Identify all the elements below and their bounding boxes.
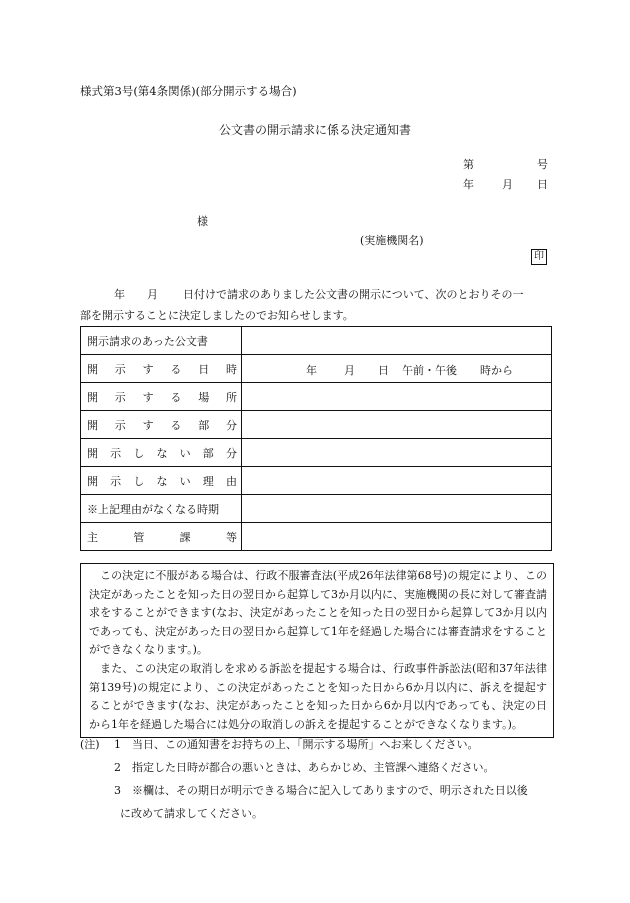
body-line-2: 部を開示することに決定しましたのでお知らせします。	[80, 309, 354, 322]
date-day: 日	[537, 178, 548, 191]
label-char: し	[133, 446, 145, 460]
disclosure-table	[80, 326, 552, 551]
table-row	[81, 383, 552, 411]
label-char: す	[142, 418, 154, 432]
body-month: 月	[147, 288, 158, 301]
label-char: 課	[179, 530, 191, 544]
label-char: 等	[225, 530, 237, 544]
label-char: 開	[87, 474, 98, 488]
body-year: 年	[114, 288, 125, 301]
schedule-day: 日	[378, 364, 389, 377]
note-item	[80, 756, 550, 779]
note-text: ※欄は、その期日が明示できる場合に記入してありますので、明示された日以後	[132, 784, 528, 797]
agency-name: (実施機関名)	[360, 234, 424, 247]
table-row	[81, 439, 552, 467]
row-value-field[interactable]	[242, 495, 552, 523]
row-label: ※上記理由がなくなる時期	[81, 495, 242, 523]
note-number: 1	[114, 738, 121, 751]
label-char: 示	[114, 418, 126, 432]
row-value-field[interactable]	[242, 523, 552, 551]
table-row	[81, 355, 552, 383]
label-char: す	[142, 390, 154, 404]
label-char: る	[170, 362, 182, 376]
label-char: 開	[87, 362, 98, 376]
notes-lead: (注)	[80, 738, 100, 751]
row-value-field[interactable]	[242, 439, 552, 467]
document-title: 公文書の開示請求に係る決定通知書	[218, 123, 411, 137]
doc-number-prefix: 第	[463, 158, 474, 171]
label-char: 示	[114, 362, 126, 376]
label-char: 示	[110, 446, 122, 460]
note-text-continuation: に改めて請求してください。	[120, 807, 263, 820]
row-value-field[interactable]	[242, 327, 552, 355]
note-item	[80, 733, 550, 756]
form-label: 様式第3号(第4条関係)(部分開示する場合)	[80, 84, 297, 98]
label-char: し	[133, 474, 145, 488]
label-char: 場	[198, 390, 210, 404]
label-char: す	[142, 362, 154, 376]
table-row	[81, 523, 552, 551]
schedule-year: 年	[306, 364, 317, 377]
label-char: る	[170, 418, 182, 432]
label-char: 理	[202, 474, 214, 488]
body-rest: 日付けで請求のありました公文書の開示について、次のとおりその一	[183, 288, 524, 301]
row-label	[81, 523, 242, 551]
appeal-notice-box	[80, 563, 554, 738]
row-value-field[interactable]	[242, 467, 552, 495]
label-char: い	[179, 446, 191, 460]
row-label	[81, 383, 242, 411]
row-label	[81, 467, 242, 495]
label-char: 分	[225, 446, 237, 460]
label-char: い	[179, 474, 191, 488]
note-item	[80, 779, 550, 825]
label-char: 日	[198, 362, 210, 376]
label-char: 示	[114, 390, 126, 404]
addressee-honorific: 様	[197, 215, 208, 228]
row-label	[81, 355, 242, 383]
date-year: 年	[463, 178, 474, 191]
seal-box: 印	[531, 249, 547, 265]
note-text: 当日、この通知書をお持ちの上、「開示する場所」へお来しください。	[132, 738, 479, 751]
label-char: 時	[225, 362, 237, 376]
row-label: 開示請求のあった公文書	[81, 327, 242, 355]
notes-section	[80, 733, 550, 825]
table-row	[81, 411, 552, 439]
label-char: 部	[198, 418, 210, 432]
note-number: 3	[114, 784, 121, 797]
label-char: な	[156, 446, 168, 460]
row-label	[81, 439, 242, 467]
row-value-field[interactable]	[242, 411, 552, 439]
label-char: 分	[225, 418, 237, 432]
label-char: 開	[87, 390, 98, 404]
appeal-notice-paragraph: この決定に不服がある場合は、行政不服審査法(平成26年法律第68号)の規定により、この決定があったことを知った日の翌日から起算して3か月以内に、実施機関の長に対して審査請求をすることができます(なお、決定があったことを知った日の翌日から起算して3か月以内であっても、決定があった日の翌日から起算して1年を経過した場合には審査請求をすることができなくなります。)。	[89, 569, 547, 657]
label-char: 部	[202, 446, 214, 460]
row-value-field[interactable]	[242, 383, 552, 411]
label-char: 由	[225, 474, 237, 488]
schedule-from: 時から	[480, 364, 513, 377]
table-row	[81, 327, 552, 355]
label-char: 所	[225, 390, 237, 404]
label-char: 管	[133, 530, 145, 544]
lawsuit-notice-paragraph: また、この決定の取消しを求める訴訟を提起する場合は、行政事件訴訟法(昭和37年法律第139号)の規定により、この決定があったことを知った日から6か月以内に、訴えを提起することができます(なお、決定があったことを知った日から6か月以内であっても、決定の日から1年を経過した場合には処分の取消しの訴えを提起することができなくなります。)。	[89, 661, 547, 731]
schedule-field[interactable]	[242, 355, 552, 383]
schedule-ampm: 午前・午後	[402, 364, 457, 377]
schedule-month: 月	[344, 364, 355, 377]
note-number: 2	[114, 761, 121, 774]
label-char: 開	[87, 446, 98, 460]
table-row	[81, 495, 552, 523]
table-row	[81, 467, 552, 495]
row-label	[81, 411, 242, 439]
label-char: る	[170, 390, 182, 404]
date-month: 月	[502, 178, 513, 191]
label-char: 示	[110, 474, 122, 488]
label-char: な	[156, 474, 168, 488]
label-char: 開	[87, 418, 98, 432]
note-text: 指定した日時が都合の悪いときは、あらかじめ、主管課へ連絡ください。	[132, 761, 495, 774]
doc-number-suffix: 号	[537, 158, 548, 171]
label-char: 主	[87, 530, 98, 544]
